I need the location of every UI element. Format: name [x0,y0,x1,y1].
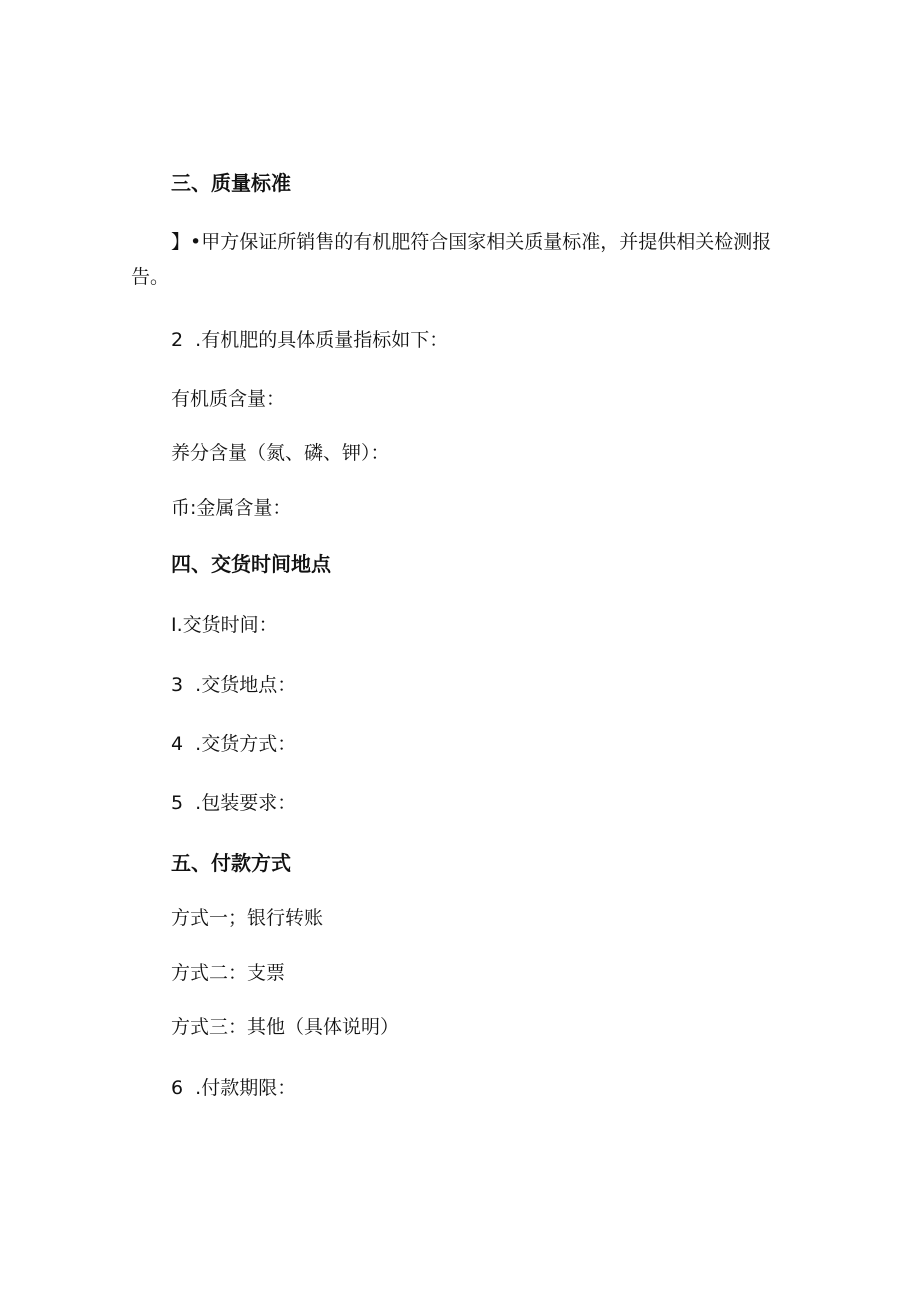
field-nutrient-content: 养分含量（氮、磷、钾）： [171,442,390,464]
payment-option-cheque: 方式二：支票 [171,962,286,984]
field-heavy-metal-content: 币:金属含量： [171,497,292,519]
section-heading-payment: 五、付款方式 [171,851,291,875]
payment-option-other: 方式三：其他（具体说明） [171,1016,400,1038]
field-delivery-time: I.交货时间： [171,614,278,636]
field-packaging-requirements: 5 .包装要求： [171,792,297,814]
payment-option-bank-transfer: 方式一；银行转账 [171,907,324,929]
paragraph-quality-guarantee: 】•甲方保证所销售的有机肥符合国家相关质量标准，并提供相关检测报 [171,231,772,253]
section-heading-quality-standard: 三、质量标准 [171,171,291,195]
paragraph-quality-indicators: 2 .有机肥的具体质量指标如下： [171,329,449,351]
paragraph-quality-guarantee-continuation: 告。 [131,266,170,288]
field-payment-deadline: 6 .付款期限： [171,1077,297,1099]
field-delivery-location: 3 .交货地点： [171,674,297,696]
field-delivery-method: 4 .交货方式： [171,733,297,755]
section-heading-delivery: 四、交货时间地点 [171,552,331,576]
field-organic-matter-content: 有机质含量： [171,388,286,410]
